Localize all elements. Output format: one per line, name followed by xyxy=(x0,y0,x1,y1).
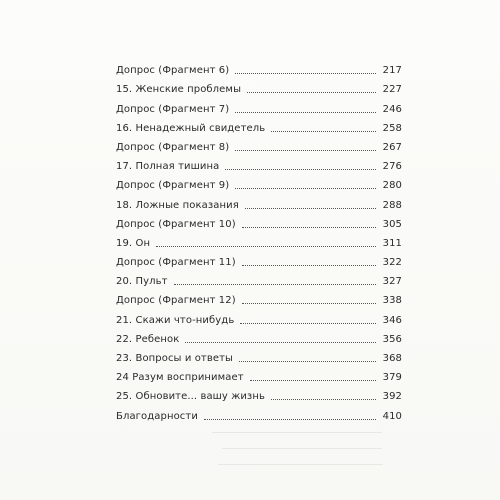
toc-entry-title: 22. Ребенок xyxy=(116,333,180,345)
toc-entry xyxy=(116,307,402,326)
toc-entry xyxy=(116,327,402,346)
dot-leader xyxy=(245,208,376,209)
dot-leader xyxy=(185,342,376,343)
dot-leader xyxy=(250,380,376,381)
toc-entry-page-number: 305 xyxy=(382,218,402,230)
toc-entry-title: 16. Ненадежный свидетель xyxy=(116,122,266,134)
toc-entry-title: 18. Ложные показания xyxy=(116,199,239,211)
dot-leader xyxy=(271,399,376,400)
toc-entry-title: 17. Полная тишина xyxy=(116,161,220,173)
dot-leader xyxy=(242,227,376,228)
toc-entry-page-number: 410 xyxy=(382,410,402,422)
toc-entry-page-number: 327 xyxy=(382,276,402,288)
dot-leader xyxy=(239,361,376,362)
toc-entry xyxy=(116,96,402,115)
dot-leader xyxy=(225,169,376,170)
toc-entry xyxy=(116,384,402,403)
toc-entry xyxy=(116,212,402,231)
dot-leader xyxy=(235,73,376,74)
toc-entry-page-number: 346 xyxy=(382,314,402,326)
toc-entry-page-number: 311 xyxy=(382,237,402,249)
toc-entry-title: 21. Скажи что-нибудь xyxy=(116,314,235,326)
toc-entry-title: 15. Женские проблемы xyxy=(116,84,242,96)
show-through-line xyxy=(218,464,383,465)
toc-entry-page-number: 276 xyxy=(382,161,402,173)
toc-entry xyxy=(116,58,402,77)
toc-entry xyxy=(116,154,402,173)
toc-entry-title: 23. Вопросы и ответы xyxy=(116,353,234,364)
toc-entry-page-number: 338 xyxy=(382,295,402,307)
toc-entry-page-number: 368 xyxy=(382,353,402,364)
toc-entry xyxy=(116,346,402,365)
toc-entry-page-number: 267 xyxy=(382,141,402,153)
dot-leader xyxy=(204,419,376,420)
show-through-line xyxy=(212,432,382,433)
toc-entry-title: Допрос (Фрагмент 8) xyxy=(116,141,230,153)
toc-entry-page-number: 356 xyxy=(382,333,402,345)
toc-entry-title: 20. Пульт xyxy=(116,276,168,288)
dot-leader xyxy=(174,284,376,285)
toc-entry-title: 19. Он xyxy=(116,237,151,249)
toc-entry xyxy=(116,269,402,288)
toc-entry-page-number: 379 xyxy=(382,372,402,384)
toc-entry xyxy=(116,135,402,154)
toc-entry-page-number: 258 xyxy=(382,122,402,134)
toc-entry-page-number: 288 xyxy=(382,199,402,211)
dot-leader xyxy=(235,188,376,189)
toc-entry xyxy=(116,403,402,422)
dot-leader xyxy=(156,246,376,247)
toc-entry-title: 24 Разум воспринимает xyxy=(116,372,244,384)
toc-entry-title: Допрос (Фрагмент 11) xyxy=(116,257,236,269)
toc-entry-page-number: 217 xyxy=(382,65,402,77)
toc-entry xyxy=(116,77,402,96)
toc-entry xyxy=(116,288,402,307)
toc-entry xyxy=(116,192,402,211)
toc-entry xyxy=(116,173,402,192)
dot-leader xyxy=(242,265,376,266)
table-of-contents xyxy=(116,58,402,423)
toc-entry xyxy=(116,116,402,135)
toc-entry-page-number: 246 xyxy=(382,103,402,115)
toc-entry xyxy=(116,365,402,384)
toc-entry-title: 25. Обновите... вашу жизнь xyxy=(116,391,265,403)
toc-entry-page-number: 392 xyxy=(382,391,402,403)
toc-entry-title: Допрос (Фрагмент 7) xyxy=(116,103,230,115)
dot-leader xyxy=(242,303,376,304)
dot-leader xyxy=(240,323,376,324)
toc-entry xyxy=(116,250,402,269)
dot-leader xyxy=(235,150,376,151)
toc-entry-title: Допрос (Фрагмент 12) xyxy=(116,295,236,307)
toc-entry-title: Допрос (Фрагмент 6) xyxy=(116,65,230,77)
toc-entry-page-number: 280 xyxy=(382,180,402,192)
toc-entry xyxy=(116,231,402,250)
toc-entry-title: Допрос (Фрагмент 9) xyxy=(116,180,230,192)
show-through-line xyxy=(222,448,382,449)
dot-leader xyxy=(247,92,376,93)
toc-entry-page-number: 227 xyxy=(382,84,402,96)
toc-entry-page-number: 322 xyxy=(382,257,402,269)
dot-leader xyxy=(235,112,376,113)
toc-entry-title: Допрос (Фрагмент 10) xyxy=(116,218,236,230)
toc-entry-title: Благодарности xyxy=(116,410,198,422)
dot-leader xyxy=(271,131,376,132)
